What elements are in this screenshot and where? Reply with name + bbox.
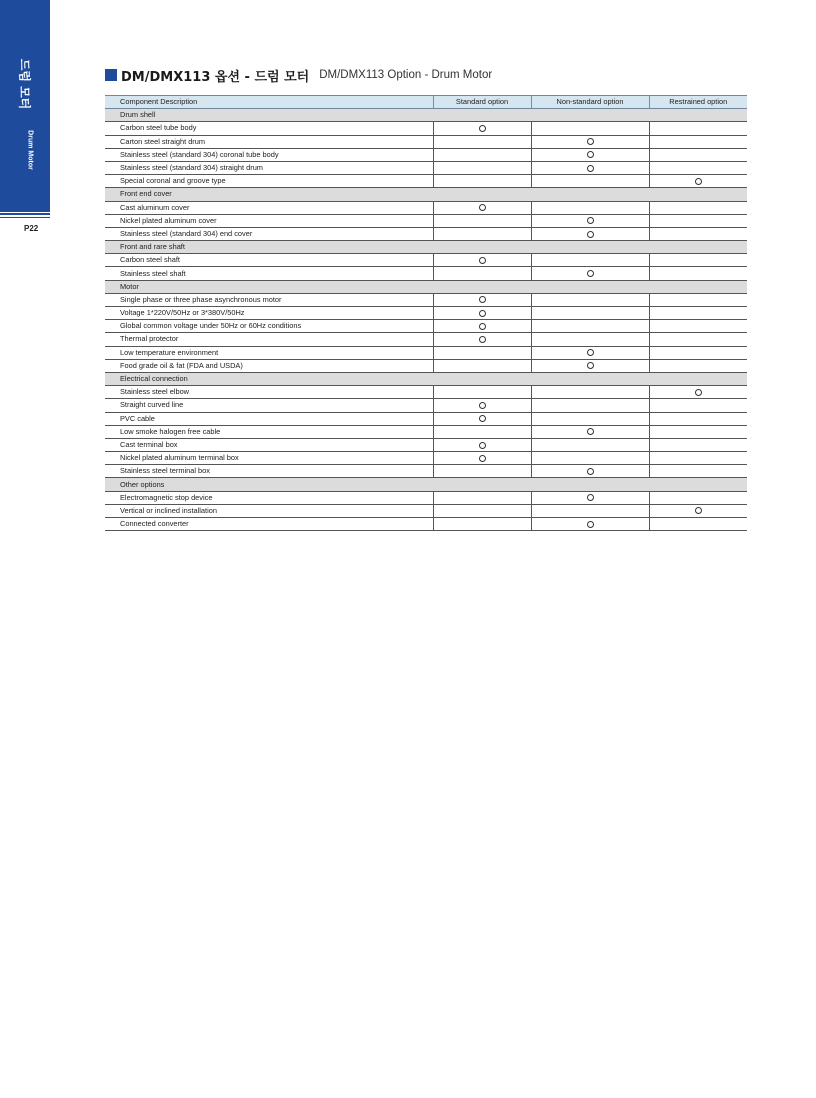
option-cell (531, 412, 649, 425)
option-cell (649, 214, 747, 227)
option-cell (531, 267, 649, 280)
row-label: Low smoke halogen free cable (105, 425, 433, 438)
group-row (105, 372, 747, 385)
option-cell (649, 386, 747, 399)
circle-mark-icon (695, 389, 702, 396)
option-cell (433, 491, 531, 504)
row-label: Nickel plated aluminum terminal box (105, 452, 433, 465)
group-row (105, 478, 747, 491)
option-cell (433, 135, 531, 148)
option-cell (433, 504, 531, 517)
circle-mark-icon (479, 296, 486, 303)
row-label: Stainless steel elbow (105, 386, 433, 399)
table-row (105, 320, 747, 333)
table-row (105, 465, 747, 478)
row-label: Stainless steel shaft (105, 267, 433, 280)
table-row (105, 412, 747, 425)
sidebar-divider (0, 213, 50, 215)
circle-mark-icon (587, 521, 594, 528)
option-cell (649, 254, 747, 267)
option-cell (433, 148, 531, 161)
option-cell (649, 504, 747, 517)
option-cell (531, 386, 649, 399)
table-row (105, 135, 747, 148)
circle-mark-icon (587, 231, 594, 238)
option-cell (433, 214, 531, 227)
group-row (105, 280, 747, 293)
option-cell (649, 333, 747, 346)
group-label: Drum shell (105, 109, 747, 122)
option-cell (531, 452, 649, 465)
table-row (105, 161, 747, 174)
option-cell (433, 227, 531, 240)
row-label: Thermal protector (105, 333, 433, 346)
circle-mark-icon (479, 415, 486, 422)
option-cell (649, 122, 747, 135)
heading-square-icon (105, 69, 117, 81)
option-cell (649, 267, 747, 280)
circle-mark-icon (587, 165, 594, 172)
option-cell (531, 425, 649, 438)
option-cell (433, 175, 531, 188)
circle-mark-icon (587, 151, 594, 158)
group-row (105, 241, 747, 254)
circle-mark-icon (587, 468, 594, 475)
option-cell (433, 399, 531, 412)
option-cell (531, 201, 649, 214)
option-cell (433, 438, 531, 451)
table-row (105, 175, 747, 188)
circle-mark-icon (587, 494, 594, 501)
circle-mark-icon (479, 455, 486, 462)
option-cell (433, 465, 531, 478)
sidebar-divider-thin (0, 217, 50, 218)
column-header: Component Description (105, 96, 433, 109)
table-row (105, 293, 747, 306)
group-label: Electrical connection (105, 372, 747, 385)
sidebar-title-ko: 드럼 모터 (17, 58, 32, 110)
option-cell (649, 227, 747, 240)
circle-mark-icon (479, 310, 486, 317)
option-cell (433, 518, 531, 531)
row-label: Carbon steel tube body (105, 122, 433, 135)
option-cell (531, 320, 649, 333)
row-label: Special coronal and groove type (105, 175, 433, 188)
circle-mark-icon (587, 349, 594, 356)
option-cell (649, 399, 747, 412)
option-cell (433, 254, 531, 267)
row-label: Electromagnetic stop device (105, 491, 433, 504)
option-cell (531, 307, 649, 320)
option-cell (531, 465, 649, 478)
option-cell (433, 122, 531, 135)
option-cell (649, 359, 747, 372)
option-cell (649, 135, 747, 148)
group-row (105, 188, 747, 201)
group-row (105, 109, 747, 122)
table-row (105, 491, 747, 504)
table-row (105, 399, 747, 412)
table-row (105, 122, 747, 135)
option-cell (531, 399, 649, 412)
option-cell (649, 293, 747, 306)
row-label: Stainless steel (standard 304) end cover (105, 227, 433, 240)
row-label: Cast aluminum cover (105, 201, 433, 214)
option-cell (649, 412, 747, 425)
option-cell (531, 359, 649, 372)
option-cell (433, 307, 531, 320)
heading-title-en: DM/DMX113 Option - Drum Motor (319, 69, 493, 81)
table-row (105, 452, 747, 465)
option-cell (531, 135, 649, 148)
option-cell (649, 161, 747, 174)
options-table (105, 95, 747, 531)
row-label: Food grade oil & fat (FDA and USDA) (105, 359, 433, 372)
option-cell (531, 333, 649, 346)
option-cell (531, 504, 649, 517)
option-cell (531, 227, 649, 240)
row-label: Connected converter (105, 518, 433, 531)
table-row (105, 518, 747, 531)
option-cell (649, 175, 747, 188)
table-header-row (105, 96, 747, 109)
section-heading (105, 66, 492, 84)
circle-mark-icon (479, 336, 486, 343)
column-header: Restrained option (649, 96, 747, 109)
row-label: Stainless steel (standard 304) coronal tube body (105, 148, 433, 161)
table-row (105, 267, 747, 280)
option-cell (531, 518, 649, 531)
row-label: Straight curved line (105, 399, 433, 412)
option-cell (433, 333, 531, 346)
option-cell (433, 267, 531, 280)
table-row (105, 148, 747, 161)
row-label: Global common voltage under 50Hz or 60Hz conditions (105, 320, 433, 333)
row-label: PVC cable (105, 412, 433, 425)
group-label: Front end cover (105, 188, 747, 201)
circle-mark-icon (479, 125, 486, 132)
group-label: Front and rare shaft (105, 241, 747, 254)
heading-title-ko: DM/DMX113 옵션 - 드럼 모터 (121, 69, 310, 85)
option-cell (649, 307, 747, 320)
row-label: Voltage 1*220V/50Hz or 3*380V/50Hz (105, 307, 433, 320)
option-cell (649, 518, 747, 531)
option-cell (433, 386, 531, 399)
option-cell (531, 491, 649, 504)
option-cell (433, 359, 531, 372)
group-label: Other options (105, 478, 747, 491)
option-cell (649, 320, 747, 333)
circle-mark-icon (479, 442, 486, 449)
option-cell (433, 293, 531, 306)
table-row (105, 425, 747, 438)
column-header: Non-standard option (531, 96, 649, 109)
table-body (105, 109, 747, 531)
circle-mark-icon (587, 270, 594, 277)
option-cell (531, 293, 649, 306)
circle-mark-icon (587, 217, 594, 224)
option-cell (531, 161, 649, 174)
circle-mark-icon (695, 507, 702, 514)
table-row (105, 307, 747, 320)
sidebar-title-en: Drum Motor (26, 130, 34, 170)
table-row (105, 227, 747, 240)
option-cell (433, 425, 531, 438)
column-header: Standard option (433, 96, 531, 109)
page-number: P22 (24, 224, 39, 233)
option-cell (649, 346, 747, 359)
option-cell (433, 346, 531, 359)
row-label: Carbon steel shaft (105, 254, 433, 267)
option-cell (433, 452, 531, 465)
row-label: Stainless steel (standard 304) straight drum (105, 161, 433, 174)
option-cell (649, 465, 747, 478)
option-cell (531, 175, 649, 188)
table-row (105, 254, 747, 267)
circle-mark-icon (479, 204, 486, 211)
table-row (105, 386, 747, 399)
circle-mark-icon (695, 178, 702, 185)
row-label: Cast terminal box (105, 438, 433, 451)
option-cell (649, 491, 747, 504)
option-cell (649, 438, 747, 451)
table-row (105, 201, 747, 214)
option-cell (531, 438, 649, 451)
option-cell (649, 425, 747, 438)
circle-mark-icon (479, 257, 486, 264)
table-row (105, 346, 747, 359)
table-row (105, 359, 747, 372)
circle-mark-icon (587, 138, 594, 145)
row-label: Carton steel straight drum (105, 135, 433, 148)
table-row (105, 438, 747, 451)
option-cell (531, 346, 649, 359)
option-cell (433, 412, 531, 425)
option-cell (433, 161, 531, 174)
circle-mark-icon (587, 428, 594, 435)
row-label: Single phase or three phase asynchronous motor (105, 293, 433, 306)
table-row (105, 333, 747, 346)
row-label: Vertical or inclined installation (105, 504, 433, 517)
circle-mark-icon (479, 323, 486, 330)
circle-mark-icon (479, 402, 486, 409)
option-cell (531, 254, 649, 267)
option-cell (531, 214, 649, 227)
option-cell (649, 201, 747, 214)
table-row (105, 504, 747, 517)
group-label: Motor (105, 280, 747, 293)
option-cell (433, 201, 531, 214)
option-cell (531, 148, 649, 161)
option-cell (649, 452, 747, 465)
row-label: Stainless steel terminal box (105, 465, 433, 478)
row-label: Low temperature environment (105, 346, 433, 359)
option-cell (649, 148, 747, 161)
circle-mark-icon (587, 362, 594, 369)
table-row (105, 214, 747, 227)
option-cell (433, 320, 531, 333)
row-label: Nickel plated aluminum cover (105, 214, 433, 227)
option-cell (531, 122, 649, 135)
